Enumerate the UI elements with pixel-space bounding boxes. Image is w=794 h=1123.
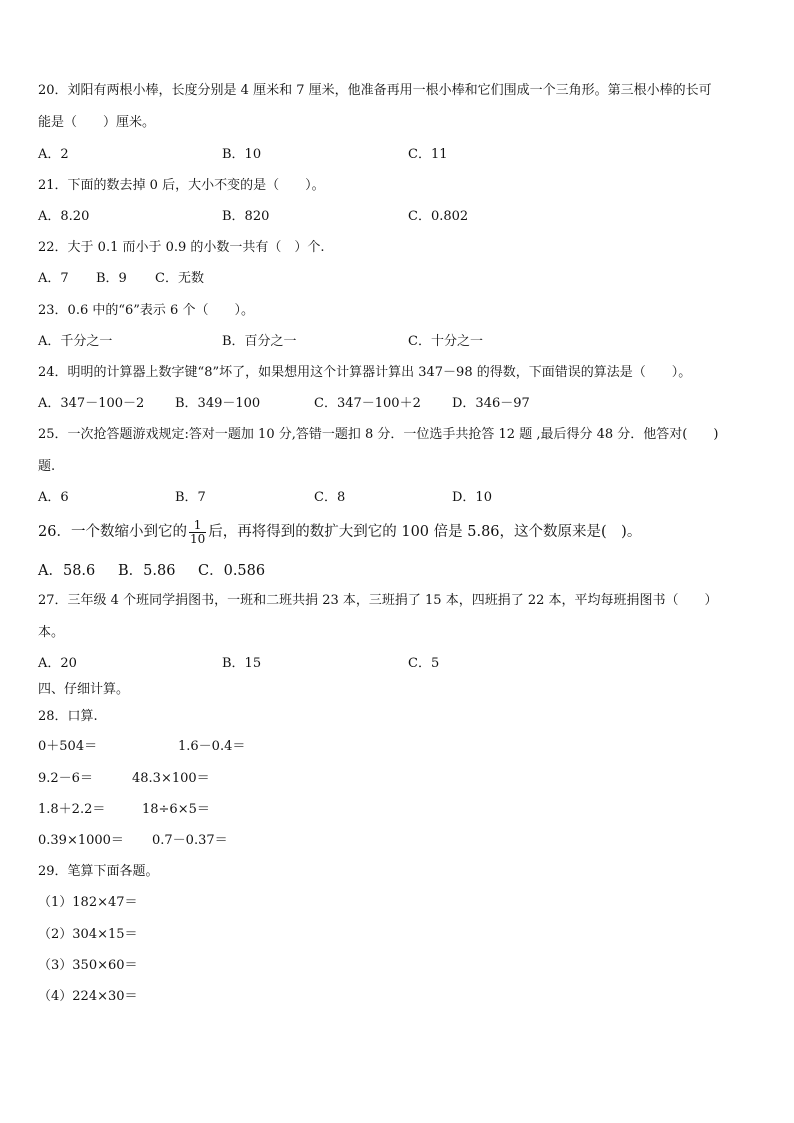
q23-text: 23．0.6 中的“6”表示 6 个（ ）。	[38, 303, 254, 318]
q23-option-b: B．百分之一	[222, 334, 297, 349]
q29-item-4: （4）224×30＝	[38, 989, 138, 1004]
q28-item-1: 0＋504＝	[38, 739, 98, 754]
q25-option-d: D．10	[452, 490, 492, 505]
q24-text: 24．明明的计算器上数字键“8”坏了，如果想用这个计算器计算出 347－98 的得数，下面错误的算法是（ ）。	[38, 365, 692, 380]
q27-option-b: B．15	[222, 656, 262, 671]
q26-fraction	[189, 519, 206, 546]
q26-option-b: B．5.86	[118, 563, 176, 579]
q26-text-after: 后，再将得到的数扩大到它的 100 倍是 5.86，这个数原来是( )。	[208, 524, 642, 540]
q28-item-8: 0.7－0.37＝	[152, 833, 228, 848]
q22-option-a: A．7	[38, 271, 69, 286]
q26-option-a: A．58.6	[38, 563, 96, 579]
q28-title: 28．口算.	[38, 709, 98, 724]
q27-line2: 本。	[38, 625, 65, 640]
q23-option-a: A．千分之一	[38, 334, 113, 349]
q20-line2: 能是（ ）厘米。	[38, 115, 156, 130]
q27-option-a: A．20	[38, 656, 77, 671]
q25-option-b: B．7	[175, 490, 206, 505]
section-4-title: 四、仔细计算。	[38, 682, 130, 697]
q22-option-b: B．9	[96, 271, 127, 286]
q21-option-a: A．8.20	[38, 209, 90, 224]
q26-fraction-denominator: 10	[189, 531, 206, 546]
q24-option-a: A．347－100－2	[38, 396, 145, 411]
q26-text-before: 26．一个数缩小到它的	[38, 524, 187, 540]
q25-option-c: C．8	[314, 490, 346, 505]
q27-option-c: C．5	[408, 656, 440, 671]
q23-option-c: C．十分之一	[408, 334, 483, 349]
q25-line2: 题.	[38, 459, 56, 474]
q20-option-a: A．2	[38, 147, 69, 162]
q24-option-b: B．349－100	[175, 396, 261, 411]
q29-item-3: （3）350×60＝	[38, 958, 138, 973]
q27-line1: 27．三年级 4 个班同学捐图书，一班和二班共捐 23 本，三班捐了 15 本，四班捐了 22 本，平均每班捐图书（ ）	[38, 593, 718, 608]
q22-option-c: C．无数	[155, 271, 204, 286]
q20-line1: 20．刘阳有两根小棒，长度分别是 4 厘米和 7 厘米，他准备再用一根小棒和它们围成一个三角形。第三根小棒的长可	[38, 83, 712, 98]
q28-item-7: 0.39×1000＝	[38, 833, 124, 848]
q26-fraction-numerator: 1	[189, 519, 206, 533]
q24-option-d: D．346－97	[452, 396, 530, 411]
q21-text: 21．下面的数去掉 0 后，大小不变的是（ ）。	[38, 178, 325, 193]
q28-item-6: 18÷6×5＝	[142, 802, 210, 817]
q26-text	[38, 516, 641, 548]
q28-item-2: 1.6－0.4＝	[178, 739, 246, 754]
q25-option-a: A．6	[38, 490, 69, 505]
q21-option-c: C．0.802	[408, 209, 469, 224]
q20-option-b: B．10	[222, 147, 262, 162]
q28-item-3: 9.2－6＝	[38, 771, 93, 786]
q22-text: 22．大于 0.1 而小于 0.9 的小数一共有（ ）个.	[38, 240, 325, 255]
q25-line1: 25．一次抢答题游戏规定:答对一题加 10 分,答错一题扣 8 分．一位选手共抢答 12 题 ,最后得分 48 分．他答对( )	[38, 427, 719, 442]
q20-option-c: C．11	[408, 147, 448, 162]
q28-item-5: 1.8＋2.2＝	[38, 802, 106, 817]
q28-item-4: 48.3×100＝	[132, 771, 210, 786]
q29-item-1: （1）182×47＝	[38, 895, 138, 910]
q21-option-b: B．820	[222, 209, 270, 224]
q29-title: 29．笔算下面各题。	[38, 864, 159, 879]
q29-item-2: （2）304×15＝	[38, 927, 138, 942]
q24-option-c: C．347－100＋2	[314, 396, 421, 411]
q26-option-c: C．0.586	[198, 563, 266, 579]
